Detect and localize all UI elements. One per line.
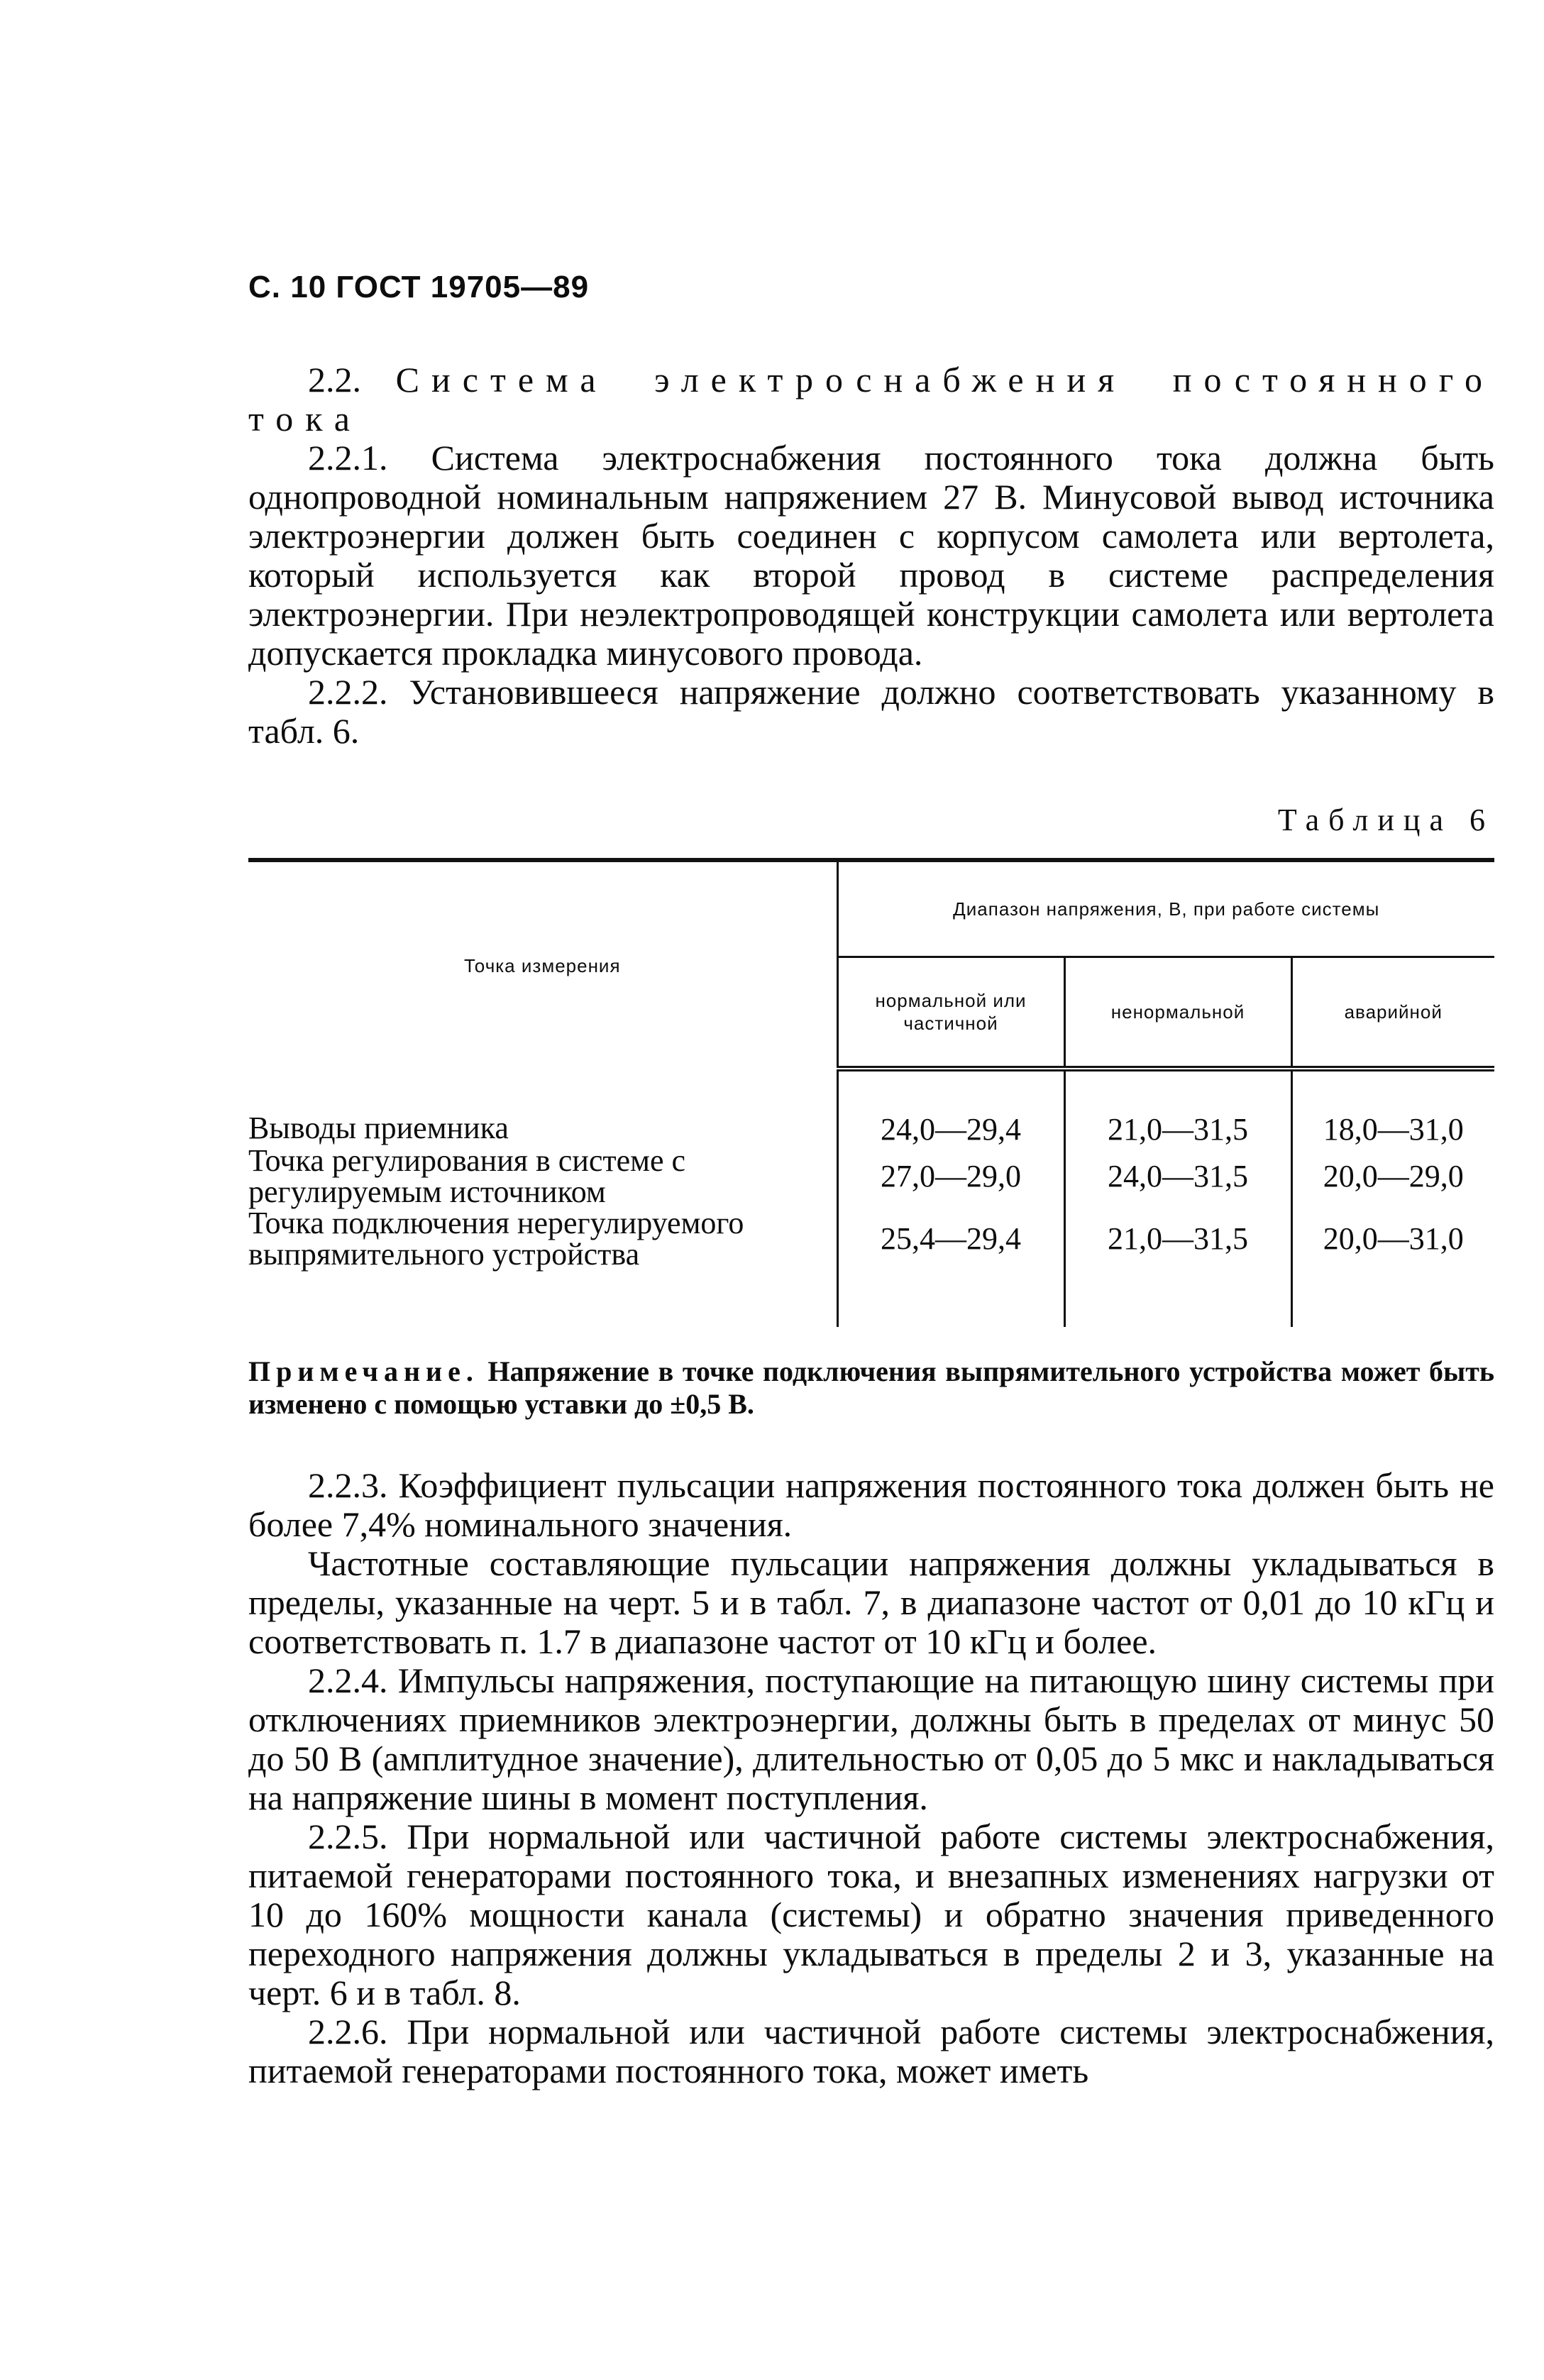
paragraph-frequency: Частотные составляющие пульсации напряжения должны укладываться в пределы, указанные на черт. 5 и в табл. 7, в диапазоне частот от 0,01 до 10 кГц и соответствовать п. 1.7 в диапазоне частот от 10 кГц и более. xyxy=(248,1543,1494,1661)
section-title: Система электроснабжения постоянного тока xyxy=(248,360,1495,439)
section-number: 2.2. xyxy=(308,360,361,400)
column-header-normal: нормальной или частичной xyxy=(837,957,1064,1069)
column-header-group: Диапазон напряжения, В, при работе системы xyxy=(837,860,1494,957)
paragraph-2-2-5: 2.2.5. При нормальной или частичной работе системы электроснабжения, питаемой генераторами постоянного тока, и внезапных изменениях нагрузки от 10 до 160% мощности канала (системы) и обратно значения приведенного переходного напряжения должны укладываться в пределы 2 и 3, указанные на черт. 6 и в табл. 8. xyxy=(248,1817,1494,2012)
voltage-table xyxy=(248,858,1494,1327)
page-header: С. 10 ГОСТ 19705—89 xyxy=(248,270,590,304)
cell-emergency: 18,0—31,0 xyxy=(1291,1069,1494,1145)
column-header-point: Точка измерения xyxy=(248,860,837,1069)
row-name: Выводы приемника xyxy=(248,1111,509,1145)
table-header-row xyxy=(248,860,1494,957)
row-name: Точка регулирования в системе с регулируемым источником xyxy=(248,1143,686,1209)
body-continued xyxy=(248,1466,1494,2090)
paragraph-2-2-1: 2.2.1. Система электроснабжения постоянного тока должна быть однопроводной номинальным напряжением 27 В. Минусовой вывод источника электроэнергии должен быть соединен с корпусом самолета или вертолета, который используется как второй провод в системе распределения электроэнергии. При неэлектропроводящей конструкции самолета или вертолета допускается прокладка минусового провода. xyxy=(248,438,1494,673)
cell-normal: 27,0—29,0 xyxy=(837,1145,1064,1208)
column-header-abnormal: ненормальной xyxy=(1064,957,1291,1069)
paragraph-2-2-4: 2.2.4. Импульсы напряжения, поступающие на питающую шину системы при отключениях приемников электроэнергии, должны быть в пределах от минус 50 до 50 В (амплитудное значение), длительностью от 0,05 до 5 мкс и накладываться на напряжение шины в момент поступления. xyxy=(248,1660,1494,1817)
cell-abnormal: 24,0—31,5 xyxy=(1064,1145,1291,1208)
table-row xyxy=(248,1069,1494,1145)
document-page xyxy=(248,270,1494,2090)
table-row xyxy=(248,1208,1494,1327)
cell-emergency: 20,0—29,0 xyxy=(1291,1145,1494,1208)
cell-abnormal: 21,0—31,5 xyxy=(1064,1208,1291,1327)
section-heading xyxy=(248,360,1494,439)
column-header-emergency: аварийной xyxy=(1291,957,1494,1069)
cell-emergency: 20,0—31,0 xyxy=(1291,1208,1494,1327)
paragraph-2-2-2: 2.2.2. Установившееся напряжение должно соответствовать указанному в табл. 6. xyxy=(248,672,1494,751)
cell-abnormal: 21,0—31,5 xyxy=(1064,1069,1291,1145)
cell-normal: 25,4—29,4 xyxy=(837,1208,1064,1327)
row-name: Точка подключения нерегулируемого выпрямительного устройства xyxy=(248,1206,744,1272)
note-text: Напряжение в точке подключения выпрямительного устройства может быть изменено с помощью уставки до ±0,5 В. xyxy=(248,1355,1495,1420)
table-note xyxy=(248,1355,1494,1421)
table-caption: Таблица 6 xyxy=(1277,803,1494,837)
table-row xyxy=(248,1145,1494,1208)
paragraph-2-2-6: 2.2.6. При нормальной или частичной работе системы электроснабжения, питаемой генераторами постоянного тока, может иметь xyxy=(248,2012,1494,2090)
note-label: Примечание. xyxy=(248,1355,479,1387)
cell-normal: 24,0—29,4 xyxy=(837,1069,1064,1145)
paragraph-2-2-3: 2.2.3. Коэффициент пульсации напряжения постоянного тока должен быть не более 7,4% номинального значения. xyxy=(248,1465,1494,1544)
